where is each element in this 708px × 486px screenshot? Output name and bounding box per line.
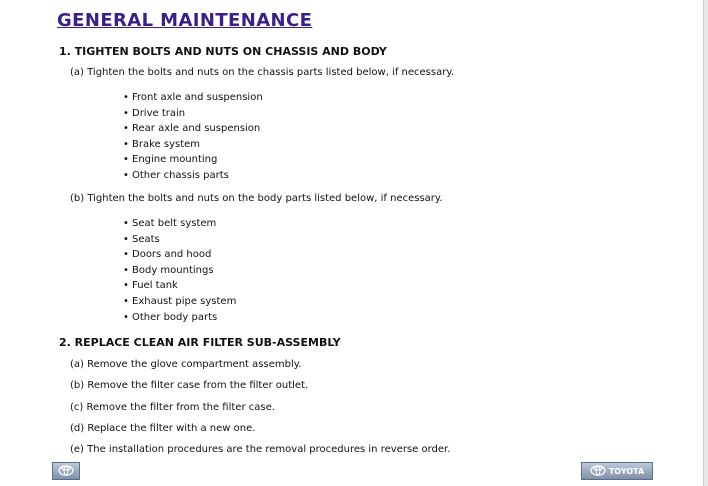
page-title: GENERAL MAINTENANCE [57,10,313,31]
toyota-logo-icon [58,465,74,478]
list-item: • Seat belt system [123,216,236,232]
step-2e: (e) The installation procedures are the removal procedures in reverse order. [70,444,451,455]
step-1b: (b) Tighten the bolts and nuts on the body parts listed below, if necessary. [70,193,443,204]
list-item: • Engine mounting [123,152,263,168]
list-item: • Doors and hood [123,247,236,263]
section-heading-2: 2. REPLACE CLEAN AIR FILTER SUB-ASSEMBLY [59,336,341,349]
page-edge-rule [703,0,708,486]
step-2c: (c) Remove the filter from the filter case. [70,402,275,413]
section-heading-1: 1. TIGHTEN BOLTS AND NUTS ON CHASSIS AND BODY [59,45,387,58]
list-item: • Body mountings [123,263,236,279]
list-item: • Brake system [123,137,263,153]
list-item: • Front axle and suspension [123,90,263,106]
step-2d: (d) Replace the filter with a new one. [70,423,256,434]
toyota-logo-icon [590,465,606,478]
list-item: • Rear axle and suspension [123,121,263,137]
list-item: • Drive train [123,106,263,122]
list-item: • Seats [123,232,236,248]
toyota-button[interactable] [581,462,653,480]
step-2b: (b) Remove the filter case from the filter outlet. [70,380,309,391]
list-item: • Fuel tank [123,278,236,294]
body-parts-list [123,216,236,325]
home-button[interactable] [52,462,80,480]
chassis-parts-list [123,90,263,184]
toyota-button-label: TOYOTA [608,466,645,476]
list-item: • Exhaust pipe system [123,294,236,310]
step-1a: (a) Tighten the bolts and nuts on the chassis parts listed below, if necessary. [70,67,455,78]
step-2a: (a) Remove the glove compartment assembly. [70,359,302,370]
list-item: • Other chassis parts [123,168,263,184]
list-item: • Other body parts [123,310,236,326]
